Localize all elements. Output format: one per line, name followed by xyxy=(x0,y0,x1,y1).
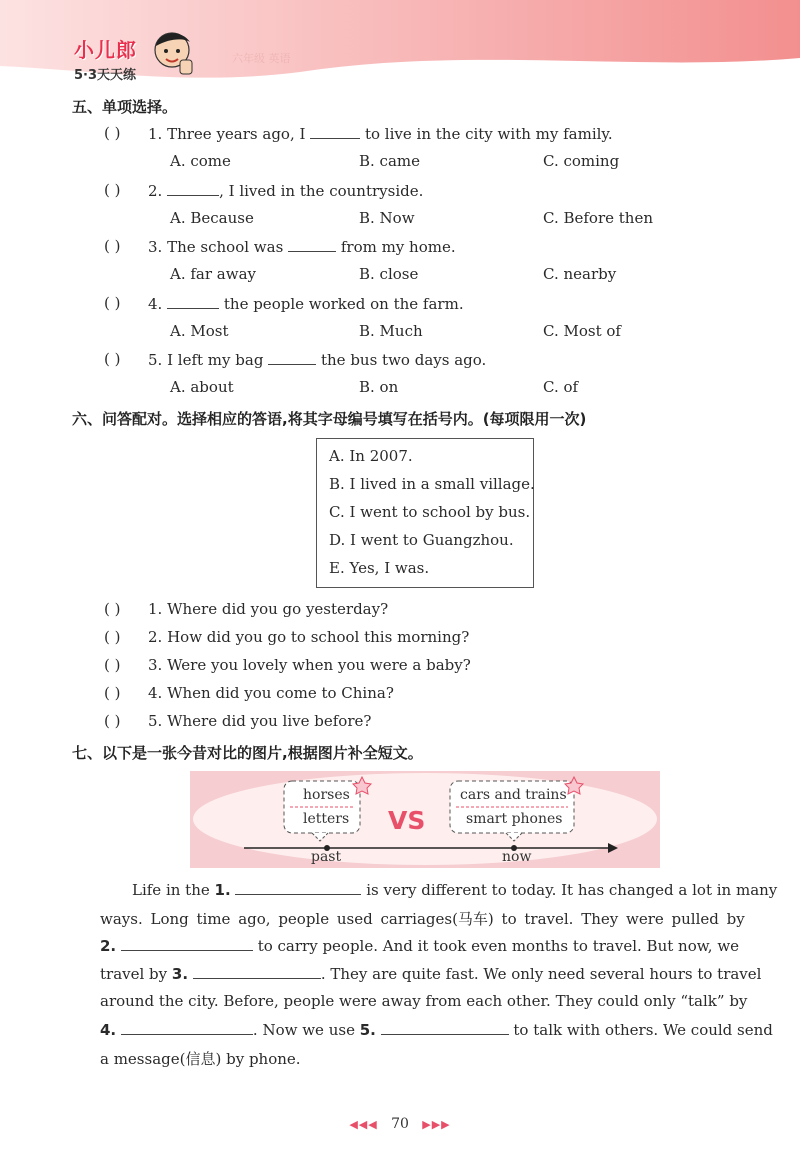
option: A. Because xyxy=(170,209,254,227)
answer-paren-6-3[interactable]: ( ) xyxy=(104,656,121,674)
option: B. came xyxy=(359,152,421,170)
now-item-cars: cars and trains xyxy=(460,787,567,803)
answer-paren-5-4[interactable]: ( ) xyxy=(104,294,121,312)
option: C. coming xyxy=(543,152,620,170)
answer-option: E. Yes, I was. xyxy=(329,559,430,577)
question-5-5: 5. I left my bag the bus two days ago. xyxy=(148,351,487,369)
passage-line-7: a message(信息) by phone. xyxy=(100,1050,301,1068)
question-5-1: 1. Three years ago, I to live in the city with my family. xyxy=(148,125,613,143)
option: B. on xyxy=(359,378,399,396)
option: A. come xyxy=(170,152,231,170)
option: C. of xyxy=(543,378,579,396)
past-item-horses: horses xyxy=(303,787,350,803)
answer-option: C. I went to school by bus. xyxy=(329,503,531,521)
option: B. Now xyxy=(359,209,415,227)
answer-paren-5-5[interactable]: ( ) xyxy=(104,350,121,368)
mascot-icon xyxy=(150,28,196,78)
match-question: 1. Where did you go yesterday? xyxy=(148,600,389,618)
option: C. nearby xyxy=(543,265,617,283)
question-5-2: 2. , I lived in the countryside. xyxy=(148,182,424,200)
match-question: 4. When did you come to China? xyxy=(148,684,394,702)
blank[interactable] xyxy=(167,294,219,309)
answer-paren-6-1[interactable]: ( ) xyxy=(104,600,121,618)
match-question: 5. Where did you live before? xyxy=(148,712,372,730)
question-5-4: 4. the people worked on the farm. xyxy=(148,295,464,313)
answer-paren-5-1[interactable]: ( ) xyxy=(104,124,121,142)
answer-paren-5-3[interactable]: ( ) xyxy=(104,237,121,255)
answer-paren-6-4[interactable]: ( ) xyxy=(104,684,121,702)
passage-line-4: travel by 3. . They are quite fast. We only need several hours to travel xyxy=(100,965,762,983)
option: B. Much xyxy=(359,322,423,340)
blank-3[interactable] xyxy=(193,964,321,979)
match-question: 3. Were you lovely when you were a baby? xyxy=(148,656,471,674)
logo-text: 小儿郎 xyxy=(74,38,137,62)
blank[interactable] xyxy=(268,350,316,365)
passage-line-2: ways. Long time ago, people used carriages(马车) to travel. They were pulled by xyxy=(100,910,745,928)
question-5-3: 3. The school was from my home. xyxy=(148,238,456,256)
blank-1[interactable] xyxy=(235,880,361,895)
right-arrows-icon: ▶▶▶ xyxy=(422,1118,451,1131)
grade-watermark: 六年级 英语 xyxy=(232,52,291,65)
section6-title: 六、问答配对。选择相应的答语,将其字母编号填写在括号内。(每项限用一次) xyxy=(72,410,587,428)
blank-5[interactable] xyxy=(381,1020,509,1035)
answer-paren-6-5[interactable]: ( ) xyxy=(104,712,121,730)
passage-line-6: 4. . Now we use 5. to talk with others. We could send xyxy=(100,1021,773,1039)
option: A. Most xyxy=(170,322,229,340)
passage-line-5: around the city. Before, people were away from each other. They could only “talk” by xyxy=(100,992,748,1010)
blank[interactable] xyxy=(310,124,360,139)
blank-2[interactable] xyxy=(121,936,253,951)
option: A. about xyxy=(170,378,234,396)
series-text: 5·3天天练 xyxy=(74,68,137,83)
option: B. close xyxy=(359,265,419,283)
page-number: 70 xyxy=(391,1116,409,1132)
past-item-letters: letters xyxy=(303,811,350,827)
blank[interactable] xyxy=(288,237,336,252)
answer-paren-5-2[interactable]: ( ) xyxy=(104,181,121,199)
page-footer xyxy=(0,1116,800,1132)
option: A. far away xyxy=(170,265,257,283)
passage-line-1: Life in the 1. is very different to today. It has changed a lot in many xyxy=(132,881,778,899)
brand-logo xyxy=(74,34,137,83)
answer-option: B. I lived in a small village. xyxy=(329,475,535,493)
vs-label: VS xyxy=(388,806,426,835)
answer-paren-6-2[interactable]: ( ) xyxy=(104,628,121,646)
answer-option: D. I went to Guangzhou. xyxy=(329,531,514,549)
match-question: 2. How did you go to school this morning? xyxy=(148,628,470,646)
passage-line-3: 2. to carry people. And it took even months to travel. But now, we xyxy=(100,937,740,955)
option: C. Most of xyxy=(543,322,621,340)
past-label: past xyxy=(311,849,342,865)
section7-title: 七、以下是一张今昔对比的图片,根据图片补全短文。 xyxy=(72,744,423,762)
option: C. Before then xyxy=(543,209,654,227)
left-arrows-icon: ◀◀◀ xyxy=(349,1118,378,1131)
blank-4[interactable] xyxy=(121,1020,253,1035)
answer-option: A. In 2007. xyxy=(329,447,413,465)
now-item-phones: smart phones xyxy=(466,811,563,827)
section5-title: 五、单项选择。 xyxy=(72,98,178,116)
blank[interactable] xyxy=(167,181,219,196)
now-label: now xyxy=(502,849,532,865)
answer-box xyxy=(316,438,534,588)
